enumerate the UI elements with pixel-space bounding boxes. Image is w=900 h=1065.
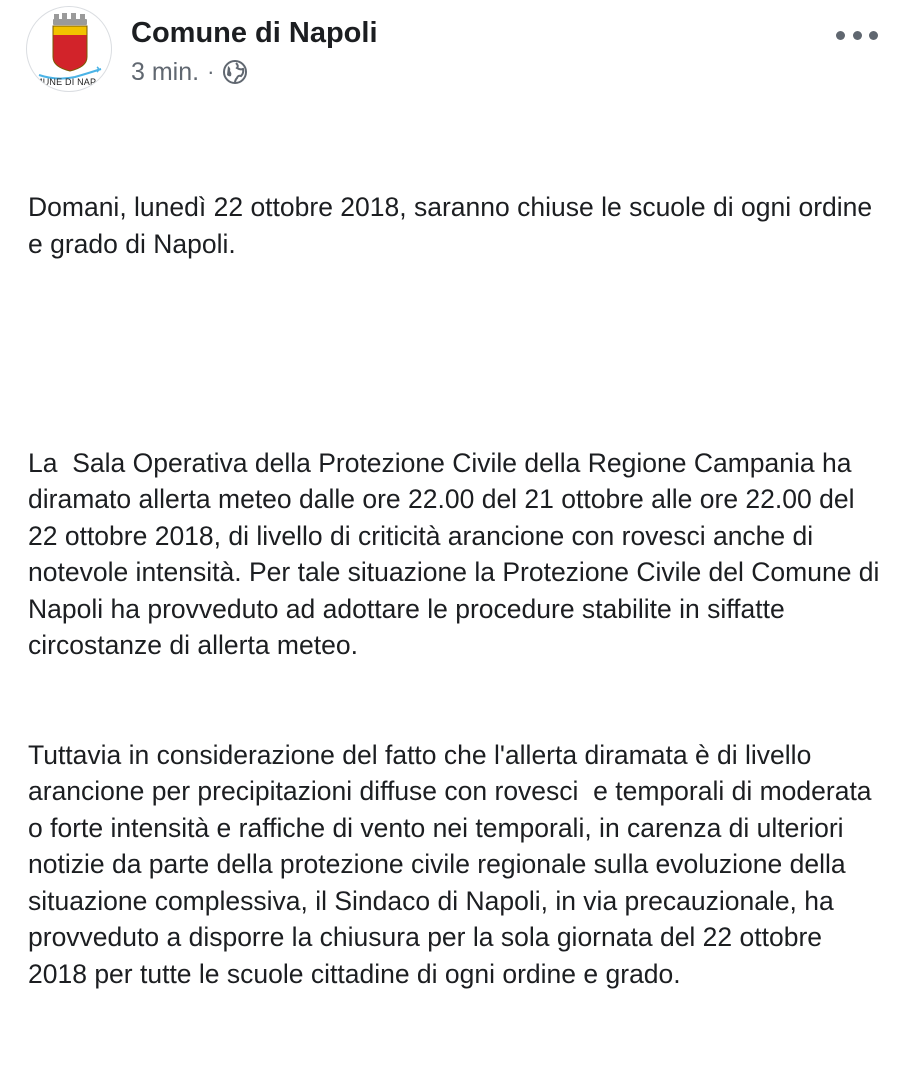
more-dot [869,31,878,40]
post-meta [131,56,248,88]
more-dot [853,31,862,40]
globe-icon[interactable] [222,59,248,85]
post-timestamp[interactable]: 3 min. [131,57,200,86]
avatar-caption: MUNE DI NAP [35,77,97,87]
post-text [28,116,888,1065]
page-avatar[interactable] [26,6,112,92]
post-paragraph-2: La Sala Operativa della Protezione Civile della Regione Campania ha diramato allerta meteo dalle ore 22.00 del 21 ottobre alle ore 22.00 del 22 ottobre 2018, di livello di criticità arancione con rovesci anche di notevole intensità. Per tale situazione la Protezione Civile del Comune di Napoli ha provveduto ad adottare le procedure stabilite in siffatte circostanze di allerta meteo. [28,447,887,660]
post-paragraph-3: Tuttavia in considerazione del fatto che l'allerta diramata è di livello arancione per precipitazioni diffuse con rovesci e temporali di moderata o forte intensità e raffiche di vento nei temporali, in carenza di ulteriori notizie da parte della protezione civile regionale sulla evoluzione della situazione complessiva, il Sindaco di Napoli, in via precauzionale, ha provveduto a disporre la chiusura per la sola giornata del 22 ottobre 2018 per tutte le scuole cittadine di ogni ordine e grado. [28,739,879,989]
more-dot [836,31,845,40]
paragraph-gap [28,335,888,372]
post-paragraph-1: Domani, lunedì 22 ottobre 2018, saranno chiuse le scuole di ogni ordine e grado di Napoli. [28,192,880,259]
page-name[interactable]: Comune di Napoli [131,17,378,49]
more-options-icon[interactable] [836,22,878,48]
meta-separator: · [207,59,215,84]
